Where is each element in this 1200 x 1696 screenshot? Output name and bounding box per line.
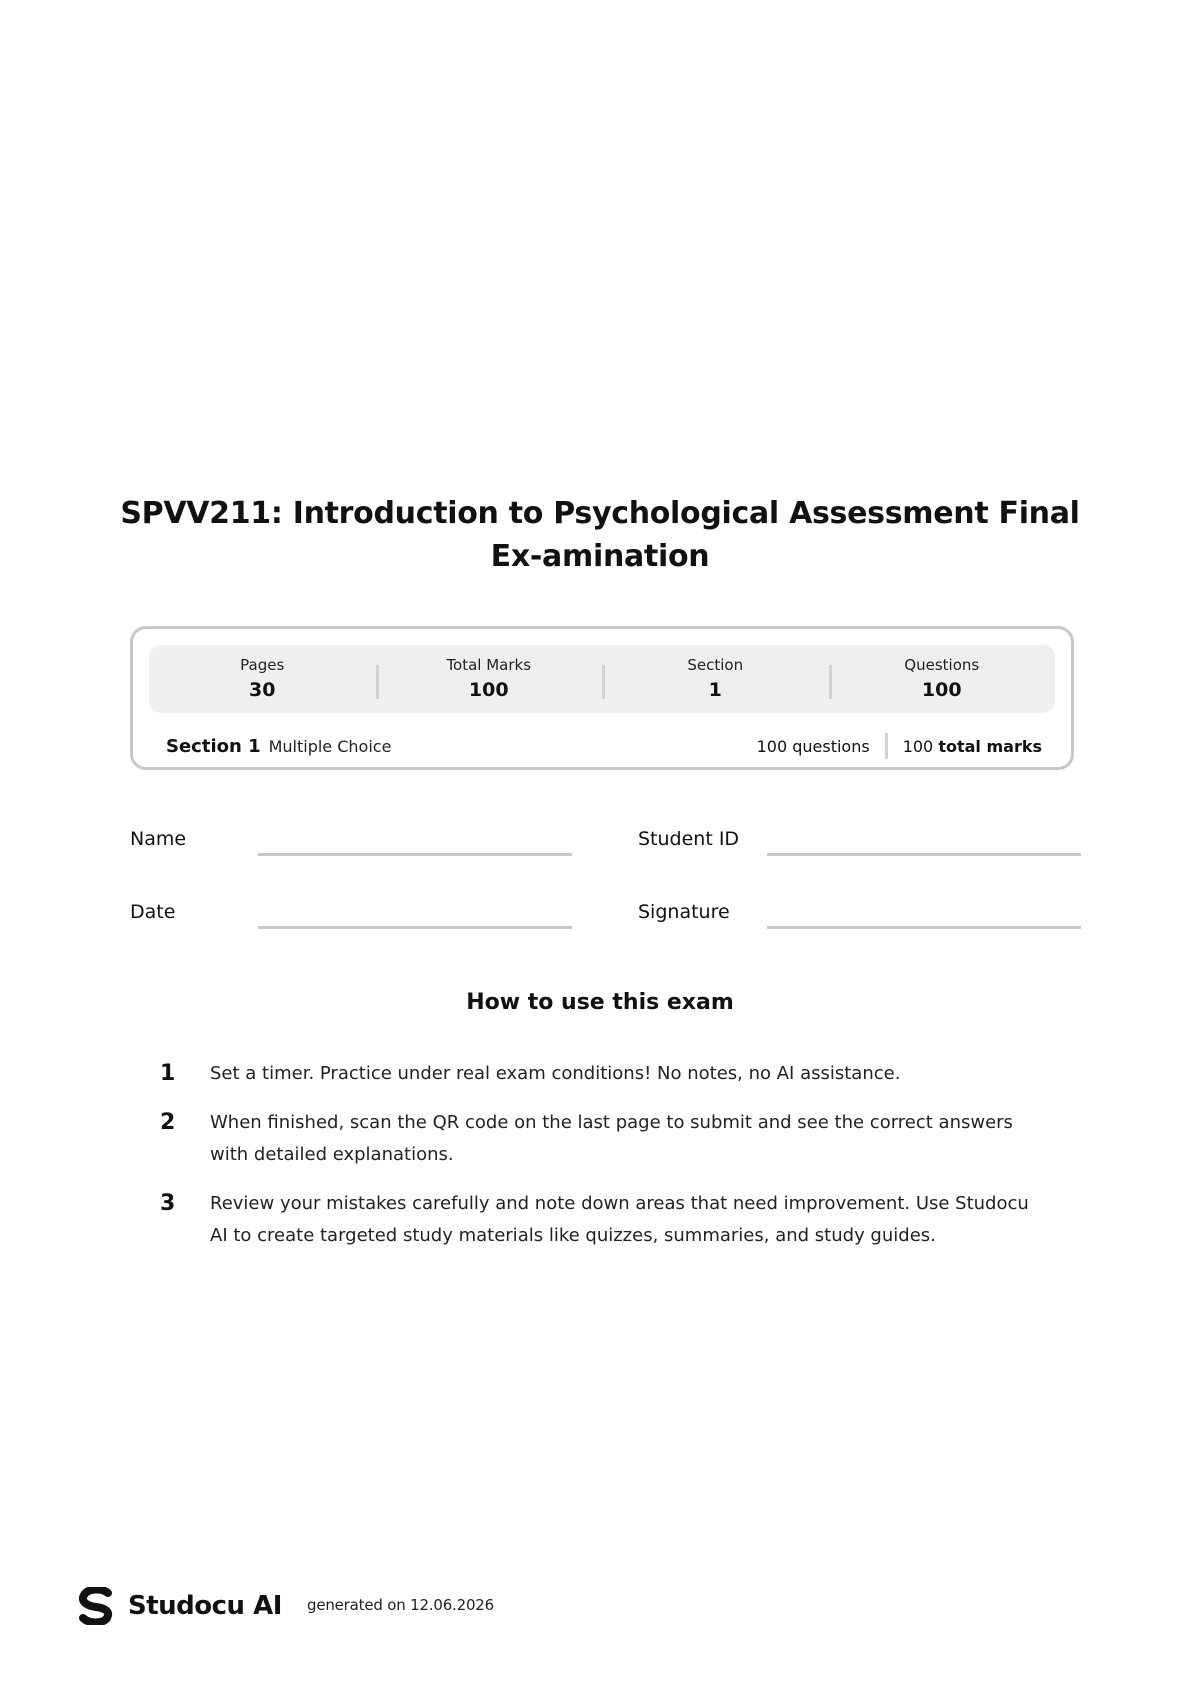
- signature-field[interactable]: [767, 926, 1081, 929]
- step-number: 3: [160, 1191, 176, 1216]
- step-number: 2: [160, 1110, 176, 1135]
- exam-title-text: SPVV211: Introduction to Psychological Assessment Final Ex-amination: [120, 496, 1080, 574]
- howto-heading-text: How to use this exam: [466, 990, 734, 1015]
- student-id-field[interactable]: [767, 853, 1081, 856]
- step-text: When finished, scan the QR code on the last page to submit and see the correct answers with detailed explanations.: [210, 1112, 1013, 1165]
- name-label: Name: [130, 828, 187, 850]
- brand-name: Studocu AI: [128, 1591, 282, 1621]
- step-number: 1: [160, 1061, 176, 1086]
- stat-label: Total Marks: [446, 656, 532, 674]
- step-text: Set a timer. Practice under real exam conditions! No notes, no AI assistance.: [210, 1063, 901, 1084]
- signature-label: Signature: [638, 901, 730, 923]
- student-id-label: Student ID: [638, 828, 740, 850]
- stat-section: [602, 655, 829, 703]
- divider: [885, 733, 888, 759]
- marks-number: 100: [902, 736, 934, 756]
- marks-suffix: total marks: [938, 736, 1042, 756]
- exam-title: [120, 492, 1080, 578]
- exam-summary-box: [130, 626, 1074, 770]
- stat-label: Pages: [240, 656, 285, 674]
- stat-pages: [149, 655, 376, 703]
- studocu-logo-icon: [78, 1587, 114, 1625]
- stat-label: Questions: [904, 656, 980, 674]
- stat-questions: [829, 655, 1056, 703]
- generated-date: generated on 12.06.2026: [307, 1596, 494, 1614]
- date-field[interactable]: [258, 926, 572, 929]
- stat-value: 30: [249, 679, 276, 701]
- stat-value: 100: [921, 679, 962, 701]
- footer-brand: [78, 1586, 282, 1626]
- step-text: Review your mistakes carefully and note down areas that need improvement. Use Studocu AI to create targeted study materials like quizzes, summaries, and study guides.: [210, 1193, 1029, 1246]
- stat-value: 1: [708, 679, 722, 701]
- stat-total-marks: [376, 655, 603, 703]
- stats-bar: [149, 645, 1055, 713]
- name-field[interactable]: [258, 853, 572, 856]
- stat-label: Section: [687, 656, 744, 674]
- section-total-marks: [903, 737, 1042, 756]
- section-name: Section 1: [166, 735, 261, 757]
- section-question-count: 100 questions: [756, 736, 870, 756]
- section-summary-row: [166, 732, 1042, 760]
- section-type: Multiple Choice: [268, 736, 392, 756]
- stat-value: 100: [468, 679, 509, 701]
- date-label: Date: [130, 901, 176, 923]
- howto-heading: [120, 990, 1080, 1015]
